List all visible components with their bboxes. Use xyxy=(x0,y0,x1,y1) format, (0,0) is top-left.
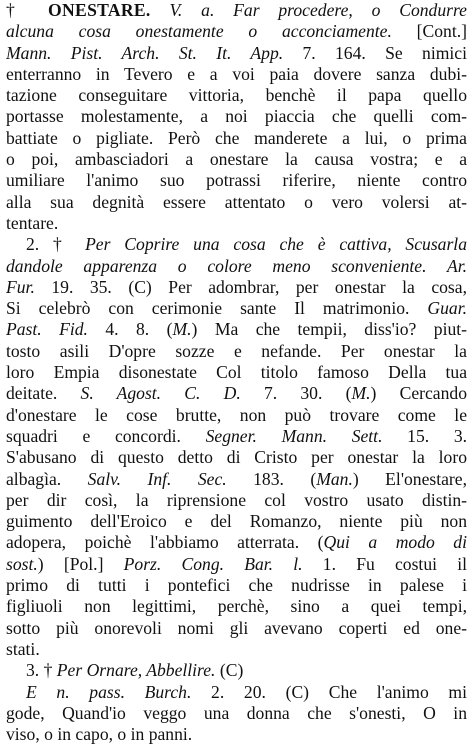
text-line xyxy=(6,43,467,64)
italic-run: Per Ornare, Abbellire. xyxy=(56,660,216,681)
italic-run: Mann. Pist. Arch. St. It. App. xyxy=(6,42,284,63)
italic-run: sost. xyxy=(6,553,38,574)
italic-run: Guar. xyxy=(427,298,467,319)
text-run: stati. xyxy=(6,638,40,659)
italic-run: V. a. Far procedere, o Condurre xyxy=(150,0,467,20)
text-line xyxy=(6,234,467,255)
text-line xyxy=(6,618,467,639)
text-line xyxy=(6,21,467,42)
text-line xyxy=(6,639,467,660)
text-run: d'onestare le cose brutte, non può trovare come le xyxy=(6,404,467,425)
text-run: squadri e concordi. xyxy=(6,425,206,446)
text-run: sotto più onorevoli nomi gli avevano coperti ed one- xyxy=(6,617,467,638)
text-run: 3. † xyxy=(26,660,57,681)
italic-run: M. xyxy=(351,383,371,404)
italic-run: Per Coprire una cosa che è cattiva, Scusarla xyxy=(85,234,467,255)
text-line xyxy=(6,64,467,85)
text-line xyxy=(6,277,467,298)
text-run: ) Cercando xyxy=(370,383,467,404)
text-run: 1. Fu costui il xyxy=(302,553,467,574)
text-run: tentare. xyxy=(6,212,59,233)
text-line xyxy=(6,490,467,511)
text-line xyxy=(6,383,467,404)
text-run: (C) xyxy=(215,660,244,681)
text-line xyxy=(6,469,467,490)
text-run: 183. ( xyxy=(226,468,317,489)
text-line xyxy=(6,149,467,170)
italic-run: Porz. Cong. Bar. l. xyxy=(123,553,303,574)
text-line xyxy=(6,682,467,703)
italic-run: S. Agost. C. D. xyxy=(80,383,241,404)
italic-run: M. xyxy=(172,319,192,340)
text-line xyxy=(6,319,467,340)
text-line xyxy=(6,703,467,724)
text-line xyxy=(6,128,467,149)
text-run: guimento dell'Eroico e del Romanzo, niente più non xyxy=(6,511,467,532)
text-run: albagìa. xyxy=(6,468,88,489)
text-run: umiliare l'animo suo potrassi riferire, niente contro xyxy=(6,170,467,191)
text-line xyxy=(6,213,467,234)
text-run: [Cont.] xyxy=(391,21,467,42)
text-line xyxy=(6,554,467,575)
text-run: ) Ma che tempii, diss'io? piut- xyxy=(191,319,467,340)
text-run: 15. 3. xyxy=(382,425,467,446)
italic-run: Past. Fid. xyxy=(6,319,88,340)
text-line xyxy=(6,341,467,362)
headword: ONESTARE. xyxy=(48,0,151,20)
italic-run: alcuna cosa onestamente o acconciamente. xyxy=(6,21,392,42)
text-run: 2. † xyxy=(26,234,86,255)
italic-run: Segner. Mann. Sett. xyxy=(205,425,383,446)
text-run: tosto asili D'opre sozze e nefande. Per onestar la xyxy=(6,340,467,361)
italic-run: Fur. xyxy=(6,276,35,297)
text-line xyxy=(6,0,467,21)
text-line xyxy=(6,362,467,383)
text-run: ) El'onestare, xyxy=(352,468,467,489)
text-line xyxy=(6,660,467,681)
text-run: battiate o pigliate. Però che manderete a lui, o prima xyxy=(6,127,467,148)
text-run: 2. 20. (C) Che l'animo mi xyxy=(191,681,467,702)
text-run: ) [Pol.] xyxy=(37,553,124,574)
text-run: deitate. xyxy=(6,383,81,404)
text-line xyxy=(6,85,467,106)
text-run: tazione conseguitare vittoria, benchè il papa quello xyxy=(6,85,467,106)
text-run: enterranno in Tevero e a voi paia dovere sanza dubi- xyxy=(6,63,467,84)
text-run: portasse molestamente, a noi piaccia che quelli com- xyxy=(6,106,467,127)
text-line xyxy=(6,596,467,617)
text-run: 19. 35. (C) Per adombrar, per onestar la cosa, xyxy=(34,276,467,297)
text-run: † xyxy=(6,0,49,20)
text-line xyxy=(6,298,467,319)
text-run: primo di tutti i pontefici che nudrisse in palese i xyxy=(6,575,467,596)
text-run: alla sua degnità essere attentato o vero volersi at- xyxy=(6,191,467,212)
text-run: 4. 8. ( xyxy=(87,319,173,340)
text-run: per dir così, la riprensione col vostro usato distin- xyxy=(6,489,467,510)
text-line xyxy=(6,106,467,127)
text-line xyxy=(6,256,467,277)
text-line xyxy=(6,575,467,596)
text-line xyxy=(6,724,467,745)
text-line xyxy=(6,426,467,447)
text-line xyxy=(6,511,467,532)
text-run: adopera, poichè l'abbiamo atterrata. ( xyxy=(6,532,324,553)
text-line xyxy=(6,532,467,553)
italic-run: Man. xyxy=(316,468,353,489)
text-line xyxy=(6,447,467,468)
text-run: 7. 30. ( xyxy=(240,383,352,404)
italic-run: Salv. Inf. Sec. xyxy=(87,468,227,489)
text-run: viso, o in capo, o in panni. xyxy=(6,724,193,745)
text-run: loro Empia disonestate Col titolo famoso Della tua xyxy=(6,362,467,383)
text-run: o poi, ambasciadori a onestare la causa vostra; e a xyxy=(6,149,467,170)
text-run: Si celebrò con cerimonie sante Il matrimonio. xyxy=(6,298,428,319)
text-line xyxy=(6,192,467,213)
text-line xyxy=(6,405,467,426)
italic-run: E n. pass. Burch. xyxy=(26,681,192,702)
text-run: S'abusano di questo detto di Cristo per onestar la loro xyxy=(6,447,467,468)
italic-run: dandole apparenza o colore meno sconveniente. Ar. xyxy=(6,255,467,276)
text-run: figliuoli non legittimi, perchè, sino a quei tempi, xyxy=(6,596,467,617)
text-line xyxy=(6,170,467,191)
text-run: 7. 164. Se nimici xyxy=(283,42,467,63)
italic-run: Qui a modo di xyxy=(323,532,467,553)
text-run: gode, Quand'io veggo una donna che s'onesti, O in xyxy=(6,702,467,723)
